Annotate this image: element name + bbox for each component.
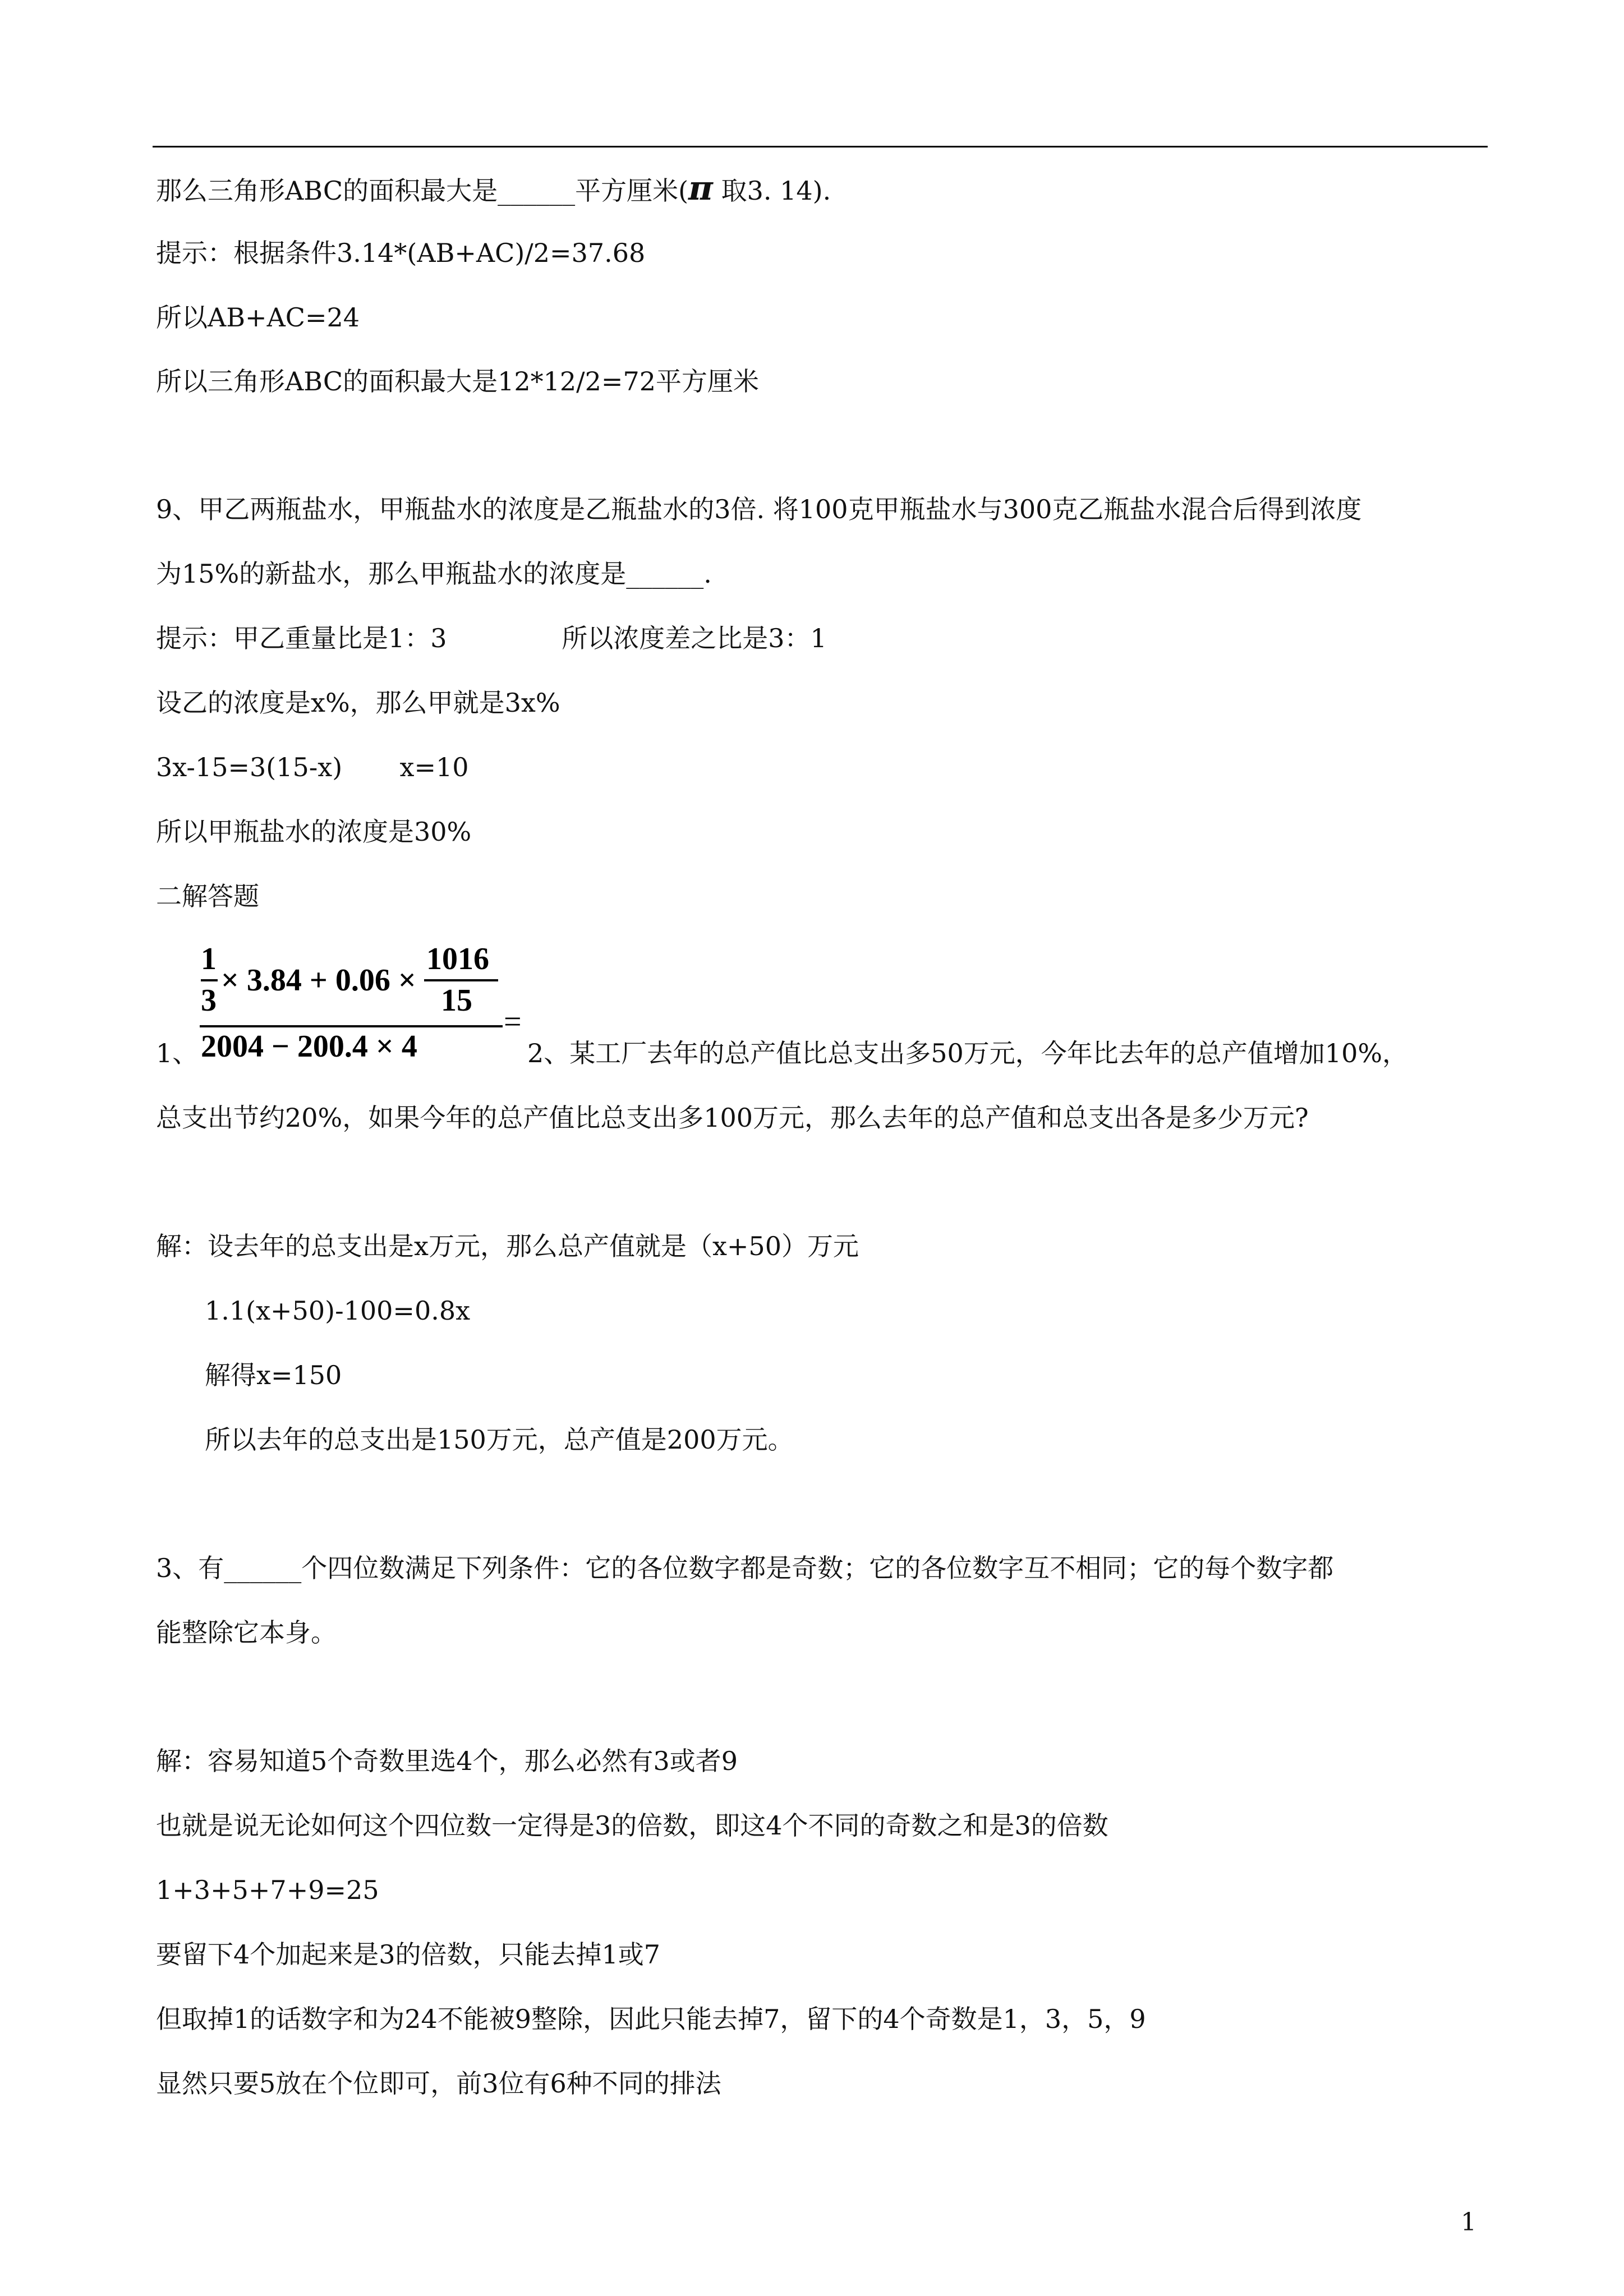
- header-rule: [153, 146, 1488, 147]
- q3-answer-4: 要留下4个加起来是3的倍数，只能去掉1或7: [156, 1939, 661, 1970]
- q9-line-1: 9、甲乙两瓶盐水，甲瓶盐水的浓度是乙瓶盐水的3倍. 将100克甲瓶盐水与300克乙瓶盐水混合后得到浓度: [156, 494, 1362, 524]
- q2-answer-2: 1.1(x+50)-100=0.8x: [205, 1295, 471, 1326]
- q2-answer-3: 解得x=150: [205, 1360, 342, 1390]
- page-number: 1: [1461, 2208, 1476, 2237]
- eq-numerator-middle: × 3.84 + 0.06 ×: [221, 963, 416, 998]
- eq-right-bar: [424, 979, 498, 981]
- q9-hint: 提示：甲乙重量比是1：3 所以浓度差之比是3：1: [156, 623, 827, 653]
- q2-answer-4: 所以去年的总支出是150万元，总产值是200万元。: [205, 1424, 794, 1455]
- eq-small-bar: [201, 979, 218, 981]
- q3-line-1: 3、有______个四位数满足下列条件：它的各位数字都是奇数；它的各位数字互不相同；它的每个数字都: [156, 1553, 1334, 1583]
- q3-line-2: 能整除它本身。: [156, 1617, 337, 1648]
- q3-answer-3: 1+3+5+7+9=25: [156, 1875, 379, 1905]
- pi-symbol: π: [688, 169, 713, 208]
- eq-small-numerator: 1: [201, 942, 217, 976]
- q9-step-3: 所以甲瓶盐水的浓度是30%: [156, 817, 472, 847]
- q3-answer-5: 但取掉1的话数字和为24不能被9整除，因此只能去掉7，留下的4个奇数是1，3，5，9: [156, 2004, 1146, 2034]
- q9-line-2: 为15%的新盐水，那么甲瓶盐水的浓度是______.: [156, 559, 712, 589]
- q3-answer-2: 也就是说无论如何这个四位数一定得是3的倍数，即这4个不同的奇数之和是3的倍数: [156, 1810, 1108, 1841]
- eq-right-numerator: 1016: [426, 942, 489, 976]
- q3-answer-6: 显然只要5放在个位即可，前3位有6种不同的排法: [156, 2068, 721, 2099]
- q8-line-1: 那么三角形ABC的面积最大是______平方厘米(π 取3. 14).: [156, 169, 831, 208]
- q3-answer-1: 解：容易知道5个奇数里选4个，那么必然有3或者9: [156, 1746, 738, 1776]
- eq-small-denominator: 3: [201, 983, 217, 1018]
- q8-step-2: 所以三角形ABC的面积最大是12*12/2=72平方厘米: [156, 366, 759, 397]
- eq-right-denominator: 15: [441, 983, 472, 1018]
- q8-hint: 提示：根据条件3.14*(AB+AC)/2=37.68: [156, 238, 646, 268]
- q2-line-1: 2、某工厂去年的总产值比总支出多50万元，今年比去年的总产值增加10%，: [527, 1038, 1409, 1068]
- q2-line-2: 总支出节约20%，如果今年的总产值比总支出多100万元，那么去年的总产值和总支出各是多少万元?: [156, 1103, 1309, 1133]
- q9-step-1: 设乙的浓度是x%，那么甲就是3x%: [156, 688, 560, 718]
- q1-label: 1、: [156, 1038, 199, 1068]
- q8-step-1: 所以AB+AC=24: [156, 302, 360, 333]
- q2-answer-1: 解：设去年的总支出是x万元，那么总产值就是（x+50）万元: [156, 1231, 859, 1261]
- q9-step-2: 3x-15=3(15-x) x=10: [156, 752, 469, 782]
- eq-denominator: 2004 − 200.4 × 4: [201, 1029, 417, 1064]
- eq-equals: =: [504, 1004, 522, 1039]
- eq-main-bar: [200, 1025, 503, 1027]
- section-heading: 二解答题: [156, 881, 259, 911]
